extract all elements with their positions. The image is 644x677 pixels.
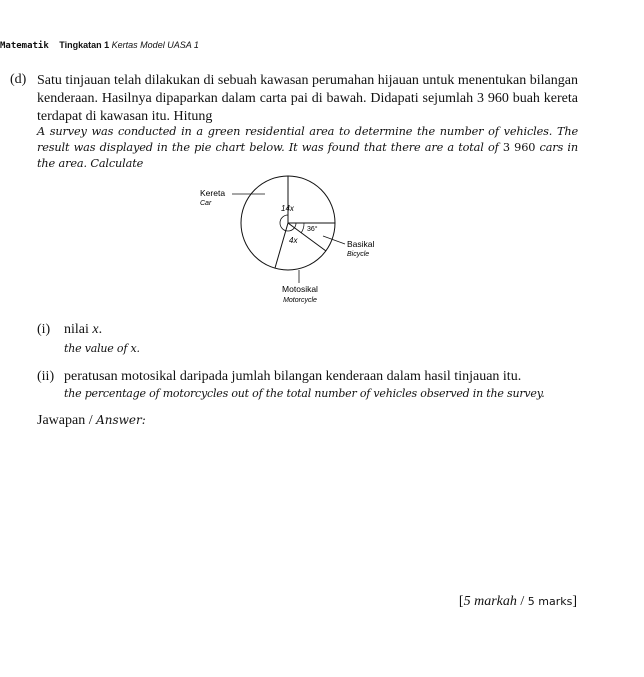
answer-label-ms: Jawapan /: [37, 413, 93, 428]
subject-title: Matematik: [0, 41, 49, 51]
slice-label-motorcycle: 4x: [289, 236, 298, 245]
part-i-text-ms-suffix: .: [98, 322, 103, 337]
legend-car-en: Car: [200, 200, 212, 207]
leader-bicycle: [323, 236, 345, 244]
marks-ms: 5 markah: [463, 594, 517, 609]
marks-sep: /: [516, 594, 528, 609]
part-i-text-ms: [64, 322, 102, 338]
marks-close: ]: [572, 594, 577, 609]
legend-bicycle-en: Bicycle: [347, 251, 370, 258]
part-i-text-ms-prefix: nilai: [64, 322, 93, 337]
slice-label-car: 14x: [281, 204, 294, 213]
paper-name: Kertas Model UASA 1: [111, 40, 199, 50]
part-i-text-ms-var: x: [92, 322, 99, 337]
question-text-en-after: cars in the area. Calculate: [37, 141, 579, 170]
answer-label: [37, 413, 146, 429]
marks-open: [: [458, 594, 464, 609]
question-text-ms: Satu tinjauan telah dilakukan di sebuah kawasan perumahan hijauan untuk menentukan bilangan kenderaan. Hasilnya dipaparkan dalam carta pai di bawah. Didapati sejumlah 3 960 buah kereta terdapat di kawasan itu. Hitung: [37, 73, 578, 124]
angle-36-arc: [301, 223, 304, 233]
legend-motorcycle-en: Motorcycle: [283, 297, 317, 304]
part-ii-text-en: the percentage of motorcycles out of the total number of vehicles observed in the survey.: [64, 387, 545, 400]
question-label: (d): [10, 72, 27, 87]
answer-label-en: Answer:: [96, 413, 146, 427]
question-text-en-number: 3 960: [502, 141, 536, 154]
pie-radius-motorcycle: [275, 223, 288, 268]
form-level: Tingkatan 1: [59, 40, 110, 50]
part-ii-text-ms: peratusan motosikal daripada jumlah bilangan kenderaan dalam hasil tinjauan itu.: [64, 369, 522, 384]
question-text-en-before: A survey was conducted in a green residential area to determine the number of vehicles. The result was displayed in the pie chart below. It was found that there are a total of: [37, 125, 578, 154]
part-i-text-en: the value of x.: [64, 342, 140, 355]
question-text-en: [37, 124, 578, 172]
pie-chart: [190, 170, 390, 310]
page-header: [0, 40, 199, 51]
legend-bicycle-ms: Basikal: [347, 239, 375, 249]
marks-label: [459, 594, 577, 610]
part-ii-label: (ii): [37, 369, 55, 384]
marks-en: 5 marks: [527, 595, 573, 608]
part-i-label: (i): [37, 322, 51, 337]
legend-motorcycle-ms: Motosikal: [282, 284, 318, 294]
slice-label-bicycle: 36°: [307, 226, 318, 233]
legend-car-ms: Kereta: [200, 188, 226, 198]
